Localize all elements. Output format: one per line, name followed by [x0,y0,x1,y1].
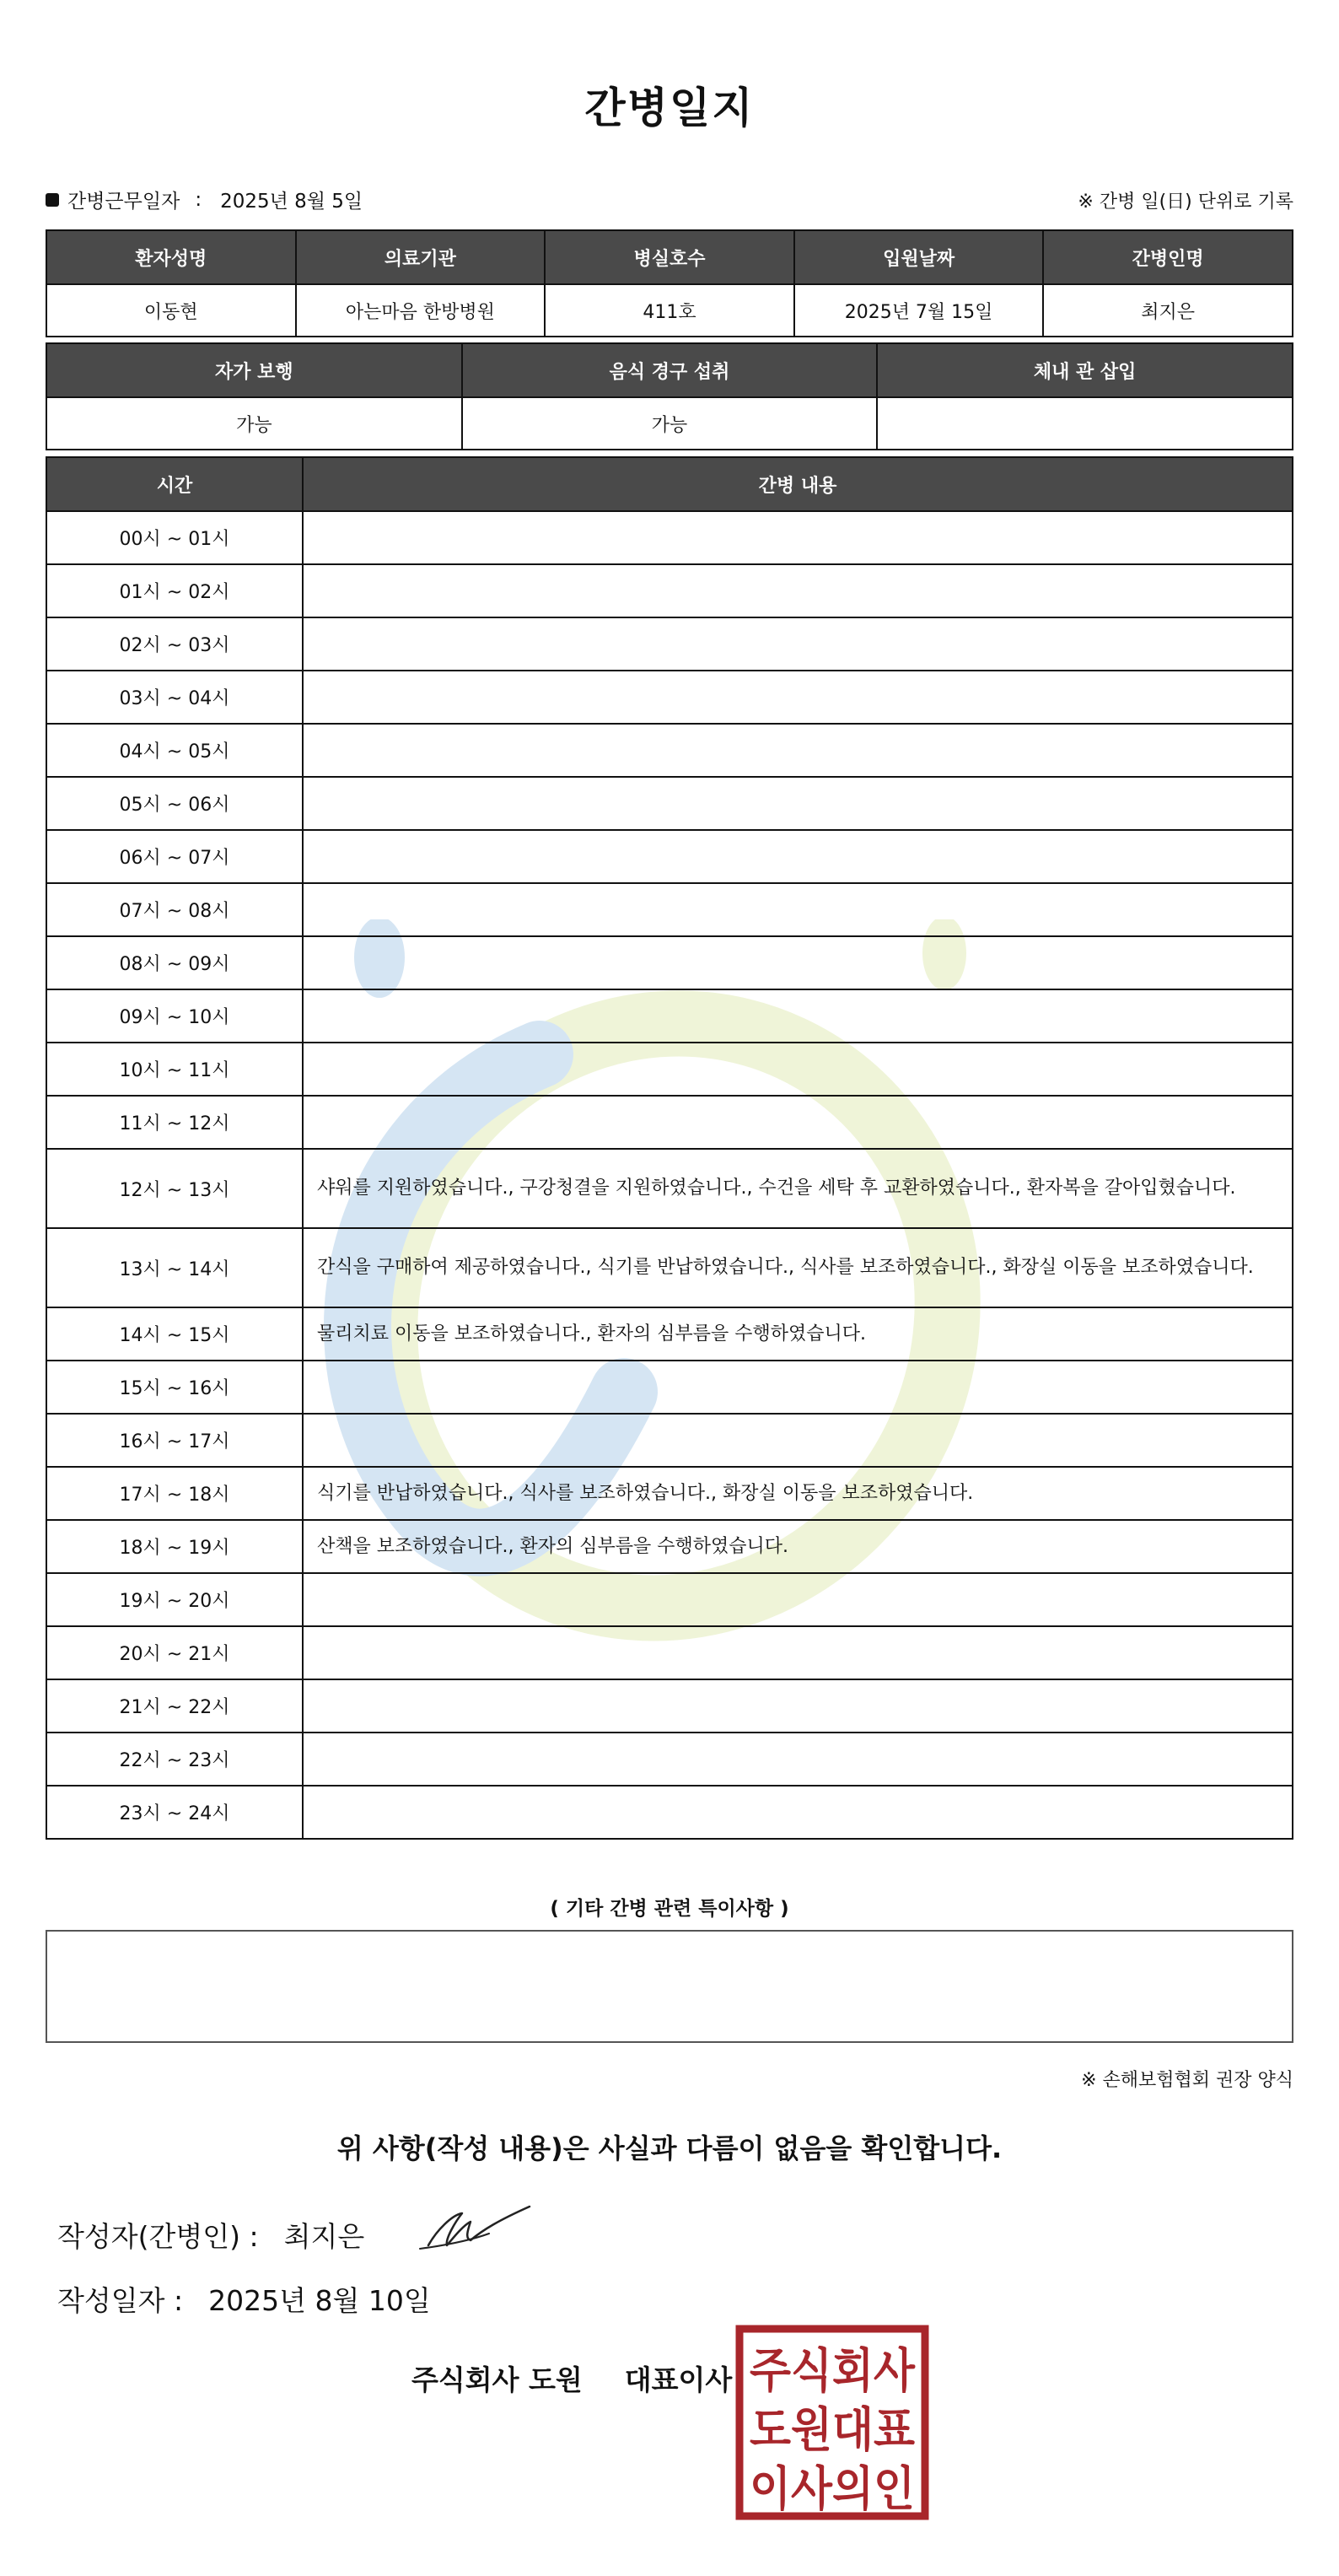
room-number: 411호 [545,284,794,337]
care-log-header-row [46,457,1293,511]
care-log-row [46,724,1293,777]
care-log-row [46,564,1293,617]
care-content [303,1786,1293,1839]
time-slot: 09시 ~ 10시 [46,989,303,1043]
handwritten-signature [411,2196,538,2257]
header-room: 병실호수 [545,230,794,284]
care-content [303,617,1293,671]
writer-name: 최지은 [283,2220,365,2253]
time-slot: 01시 ~ 02시 [46,564,303,617]
care-log-row [46,1361,1293,1414]
care-log-row [46,1520,1293,1573]
patient-status-header-row [46,343,1293,397]
care-log-row [46,617,1293,671]
care-log-row [46,1573,1293,1626]
time-slot: 17시 ~ 18시 [46,1467,303,1520]
care-content [303,830,1293,883]
care-log-row [46,989,1293,1043]
writer-line [57,2215,364,2255]
tube-insertion-value [877,397,1293,450]
square-bullet-icon [46,193,59,207]
patient-info-header-row [46,230,1293,284]
written-date-line [57,2279,431,2319]
time-slot: 22시 ~ 23시 [46,1733,303,1786]
patient-info-value-row [46,284,1293,337]
care-content [303,671,1293,724]
care-content: 샤워를 지원하였습니다., 구강청결을 지원하였습니다., 수건을 세탁 후 교환하였습니다., 환자복을 갈아입혔습니다. [303,1149,1293,1228]
care-content [303,564,1293,617]
care-log-table [46,456,1293,1840]
form-source-note: ※ 손해보험협회 권장 양식 [1081,2070,1293,2091]
work-date-line [46,186,363,213]
patient-name: 이동현 [46,284,296,337]
caregiver-name: 최지은 [1043,284,1293,337]
patient-info-table [46,229,1293,337]
header-admission-date: 입원날짜 [794,230,1044,284]
header-self-walking: 자가 보행 [46,343,462,397]
work-date-separator: : [195,188,202,211]
care-log-row [46,777,1293,830]
care-log-row [46,1679,1293,1733]
time-slot: 12시 ~ 13시 [46,1149,303,1228]
care-content [303,777,1293,830]
care-log-row [46,1228,1293,1307]
care-log-row [46,1307,1293,1361]
svg-text:도원대표: 도원대표 [750,2403,915,2458]
time-slot: 23시 ~ 24시 [46,1786,303,1839]
care-content [303,1414,1293,1467]
header-care-content: 간병 내용 [303,457,1293,511]
time-slot: 05시 ~ 06시 [46,777,303,830]
time-slot: 16시 ~ 17시 [46,1414,303,1467]
work-date-value: 2025년 8월 5일 [220,191,363,213]
time-slot: 08시 ~ 09시 [46,936,303,989]
header-caregiver-name: 간병인명 [1043,230,1293,284]
care-log-row [46,1786,1293,1839]
time-slot: 04시 ~ 05시 [46,724,303,777]
time-slot: 18시 ~ 19시 [46,1520,303,1573]
care-log-row [46,830,1293,883]
care-log-row [46,1733,1293,1786]
care-log-row [46,936,1293,989]
care-log-body [46,511,1293,1839]
care-content: 산책을 보조하였습니다., 환자의 심부름을 수행하였습니다. [303,1520,1293,1573]
care-content [303,1043,1293,1096]
care-log-row [46,883,1293,936]
header-patient-name: 환자성명 [46,230,296,284]
time-slot: 02시 ~ 03시 [46,617,303,671]
work-date-label: 간병근무일자 [67,191,180,213]
daily-record-note: ※ 간병 일(日) 단위로 기록 [1078,191,1293,213]
header-time: 시간 [46,457,303,511]
care-content: 간식을 구매하여 제공하였습니다., 식기를 반납하였습니다., 식사를 보조하였습니다., 화장실 이동을 보조하였습니다. [303,1228,1293,1307]
header-hospital: 의료기관 [296,230,546,284]
care-log-row [46,1043,1293,1096]
company-name: 주식회사 도원 [411,2363,583,2396]
care-content: 식기를 반납하였습니다., 식사를 보조하였습니다., 화장실 이동을 보조하였습니다. [303,1467,1293,1520]
time-slot: 03시 ~ 04시 [46,671,303,724]
patient-status-table [46,342,1293,450]
page-title: 간병일지 [584,84,755,132]
care-content [303,1733,1293,1786]
header-tube-insertion: 체내 관 삽입 [877,343,1293,397]
care-log-row [46,671,1293,724]
ceo-title: 대표이사 [624,2363,733,2396]
care-log-row [46,1149,1293,1228]
care-content [303,883,1293,936]
care-content [303,724,1293,777]
svg-text:이사의인: 이사의인 [750,2462,915,2517]
care-content [303,1626,1293,1679]
remarks-box [46,1930,1293,2043]
care-log-row [46,511,1293,564]
care-content [303,511,1293,564]
care-content [303,936,1293,989]
care-log-row [46,1467,1293,1520]
time-slot: 06시 ~ 07시 [46,830,303,883]
time-slot: 10시 ~ 11시 [46,1043,303,1096]
time-slot: 13시 ~ 14시 [46,1228,303,1307]
care-content [303,1096,1293,1149]
written-date-value: 2025년 8월 10일 [208,2284,431,2317]
admission-date: 2025년 7월 15일 [794,284,1044,337]
oral-intake-value: 가능 [462,397,878,450]
time-slot: 00시 ~ 01시 [46,511,303,564]
care-log-row [46,1414,1293,1467]
care-content [303,989,1293,1043]
svg-text:주식회사: 주식회사 [750,2344,916,2399]
time-slot: 19시 ~ 20시 [46,1573,303,1626]
header-oral-intake: 음식 경구 섭취 [462,343,878,397]
time-slot: 14시 ~ 15시 [46,1307,303,1361]
time-slot: 20시 ~ 21시 [46,1626,303,1679]
writer-label: 작성자(간병인) : [57,2220,259,2253]
care-content: 물리치료 이동을 보조하였습니다., 환자의 심부름을 수행하였습니다. [303,1307,1293,1361]
time-slot: 11시 ~ 12시 [46,1096,303,1149]
care-content [303,1573,1293,1626]
patient-status-value-row [46,397,1293,450]
care-log-row [46,1096,1293,1149]
confirmation-statement: 위 사항(작성 내용)은 사실과 다름이 없음을 확인합니다. [336,2132,1003,2164]
hospital-name: 아는마음 한방병원 [296,284,546,337]
care-log-row [46,1626,1293,1679]
remarks-title: ( 기타 간병 관련 특이사항 ) [550,1898,789,1920]
self-walking-value: 가능 [46,397,462,450]
care-content [303,1361,1293,1414]
care-content [303,1679,1293,1733]
time-slot: 07시 ~ 08시 [46,883,303,936]
company-signoff [411,2358,732,2398]
company-seal-stamp [735,2325,929,2520]
written-date-label: 작성일자 : [57,2284,184,2317]
time-slot: 15시 ~ 16시 [46,1361,303,1414]
time-slot: 21시 ~ 22시 [46,1679,303,1733]
